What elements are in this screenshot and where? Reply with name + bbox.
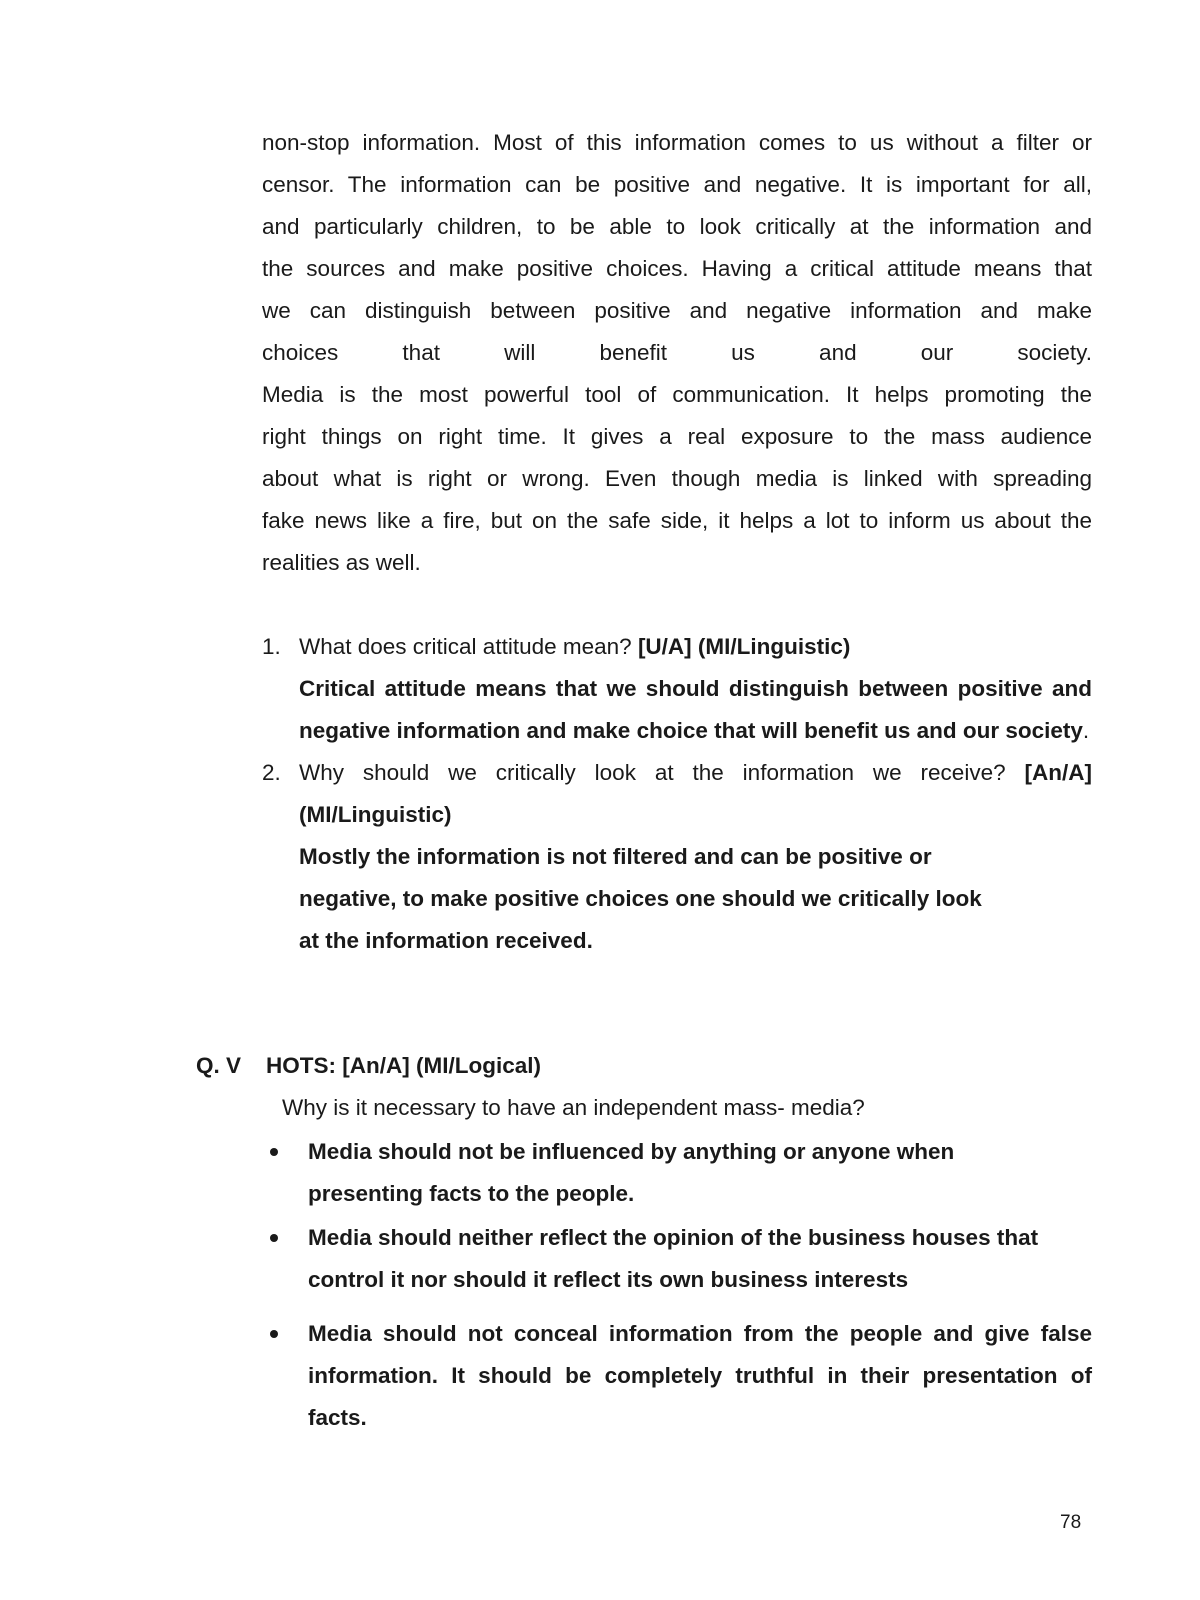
bullet-item: [262, 1131, 1092, 1215]
bullet-item: [262, 1217, 1092, 1301]
paragraph-line: and particularly children, to be able to look critically at the information and: [262, 214, 1092, 239]
question-label: Q. V: [196, 1053, 242, 1078]
bullet-text: Media should not be influenced by anything or anyone when presenting facts to the people.: [308, 1139, 955, 1206]
bullet-dot-icon: [270, 1148, 278, 1156]
paragraph-line: non-stop information. Most of this information comes to us without a filter or: [262, 130, 1092, 155]
hots-title: HOTS: [An/A] (MI/Logical): [266, 1053, 541, 1078]
answer-suffix: .: [1082, 718, 1090, 743]
page-number: 78: [1060, 1512, 1082, 1533]
question-tags: [U/A] (MI/Linguistic): [637, 634, 851, 659]
answer-text-row: [299, 668, 1092, 752]
bullet-item: [262, 1313, 1092, 1439]
intro-paragraph: [262, 122, 1092, 584]
paragraph-line: we can distinguish between positive and negative information and make: [262, 298, 1092, 323]
paragraph-line: about what is right or wrong. Even though media is linked with spreading: [262, 466, 1092, 491]
question-tags-line2: (MI/Linguistic): [299, 802, 452, 827]
question-item: [262, 626, 1092, 752]
answer-text: Critical attitude means that we should distinguish between positive and negative information and make choice that will benefit us and our society: [299, 676, 1092, 743]
question-text-row: [299, 626, 1092, 668]
bullet-dot-icon: [270, 1234, 278, 1242]
bullet-dot-icon: [270, 1330, 278, 1338]
paragraph-line: choices that will benefit us and our society.: [262, 340, 1092, 365]
paragraph-line: Media is the most powerful tool of communication. It helps promoting the: [262, 382, 1092, 407]
paragraph-line: realities as well.: [262, 550, 421, 575]
hots-heading: [196, 1045, 541, 1087]
hots-bullet-list: [262, 1131, 1092, 1441]
paragraph-line: right things on right time. It gives a real exposure to the mass audience: [262, 424, 1092, 449]
paragraph-line: censor. The information can be positive and negative. It is important for all,: [262, 172, 1092, 197]
question-number: 1.: [262, 634, 281, 659]
paragraph-line: fake news like a fire, but on the safe side, it helps a lot to inform us about the: [262, 508, 1092, 533]
bullet-text: Media should not conceal information from the people and give false information. It should be completely truthful in their presentation of facts.: [308, 1321, 1092, 1430]
hots-question: Why is it necessary to have an independent mass- media?: [282, 1095, 865, 1120]
question-number: 2.: [262, 760, 281, 785]
answer-text: Mostly the information is not filtered and can be positive or negative, to make positive choices one should we critically look at the information received.: [299, 844, 982, 953]
question-text: What does critical attitude mean?: [299, 634, 632, 659]
bullet-text: Media should neither reflect the opinion of the business houses that control it nor should it reflect its own business interests: [308, 1225, 1039, 1292]
question-text-row: [299, 752, 1092, 794]
paragraph-line: the sources and make positive choices. Having a critical attitude means that: [262, 256, 1092, 281]
question-list: [262, 626, 1092, 962]
question-item: [262, 752, 1092, 962]
question-text: Why should we critically look at the information we receive?: [299, 760, 1006, 785]
question-tags: [An/A]: [1024, 760, 1092, 785]
